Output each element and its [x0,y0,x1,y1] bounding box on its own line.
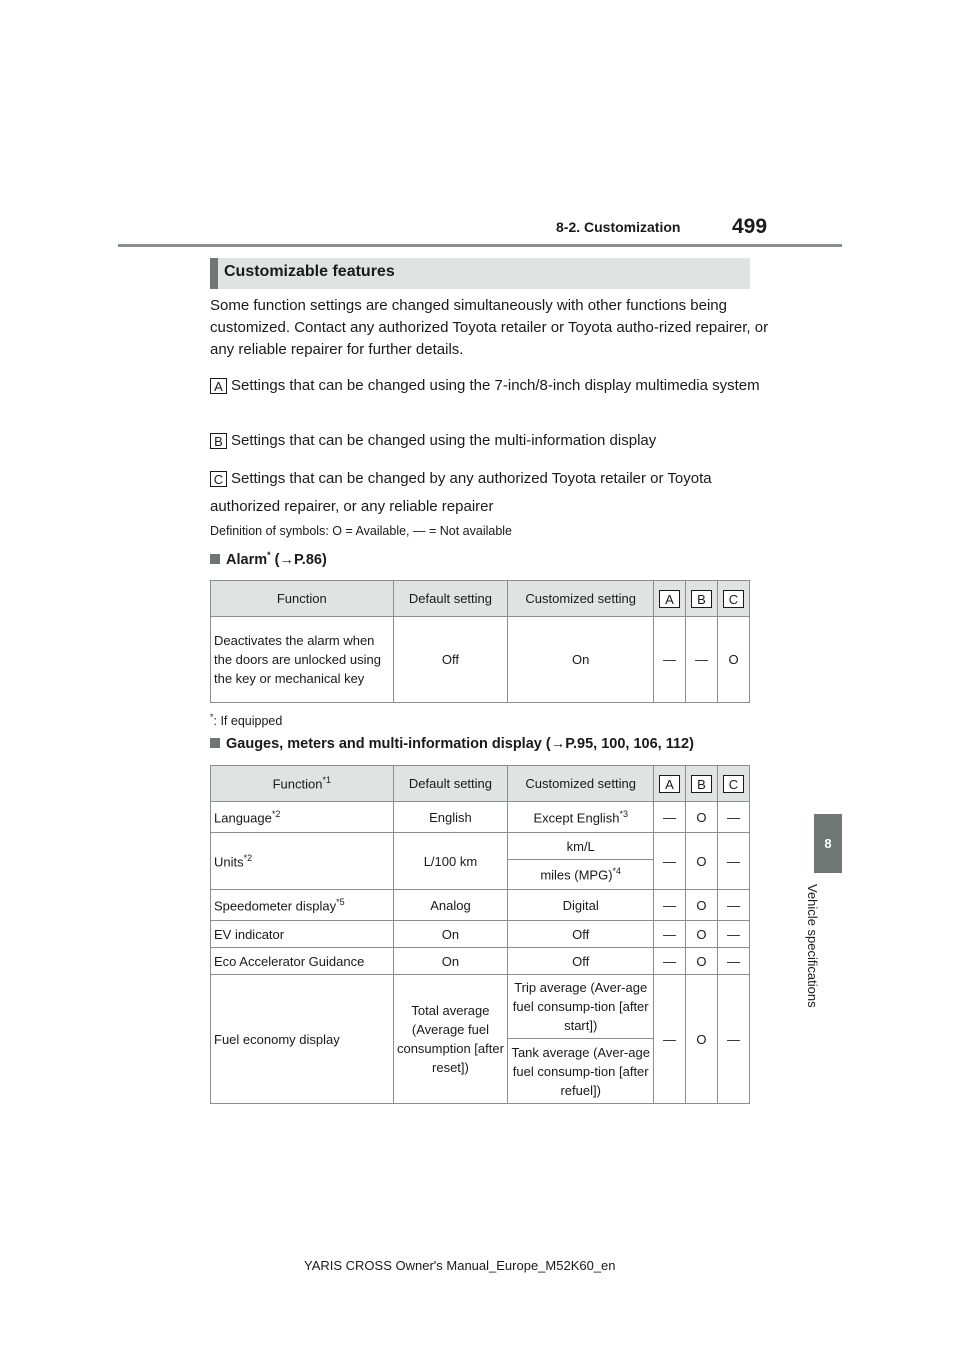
col-c-badge: C [723,775,744,793]
cell-b: O [686,890,718,921]
intro-paragraph: Some function settings are changed simultaneously with other functions being customized. Contact any authorized Toyota retailer or Toyota autho-rized repairer, or any reliable repairer for further details. [210,297,769,358]
table-row [211,975,750,1039]
cell-b: O [686,975,718,1104]
badge-a: A [210,378,227,394]
table-header-row [211,581,750,617]
badge-c: C [210,471,227,487]
page-footer: YARIS CROSS Owner's Manual_Europe_M52K60_en [304,1258,616,1273]
alarm-footnote [210,706,770,732]
cell-b: O [686,948,718,975]
page-number: 499 [732,215,768,238]
cell-a: — [654,802,686,833]
table-row [211,617,750,703]
cell-function: Units$^{*2}$ [211,833,394,890]
alarm-table [210,580,750,703]
cell-custom: Digital [508,890,654,921]
col-a-badge: A [659,590,680,608]
alarm-ref: (→P.86) [274,551,327,568]
legend-b-text: Settings that can be changed using the multi-information display [231,432,657,449]
cell-c: — [717,975,749,1104]
cell-function: Deactivates the alarm when the doors are unlocked using the key or mechanical key [211,617,394,703]
cell-function: Language$^{*2}$ [211,802,394,833]
cell-default: Off [393,617,508,703]
legend-a [210,372,770,400]
cell-default: On [393,921,508,948]
cell-custom: Except English$^{*3}$ [508,802,654,833]
cell-custom: Trip average (Aver-age fuel consump-tion [after start]) [508,975,654,1039]
table-row [211,948,750,975]
cell-custom: km/L [508,833,654,860]
col-b-badge: B [691,590,712,608]
cell-default: L/100 km [393,833,508,890]
cell-function: Fuel economy display [211,975,394,1104]
cell-function: Eco Accelerator Guidance [211,948,394,975]
col-default: Default setting [393,766,508,802]
table-row [211,802,750,833]
table-header-row [211,766,750,802]
cell-c: — [717,890,749,921]
badge-b: B [210,433,227,449]
cell-c: — [717,921,749,948]
cell-c: — [717,802,749,833]
legend-c [210,465,770,521]
cell-c: — [717,833,749,890]
col-b-badge: B [691,775,712,793]
cell-b: O [686,802,718,833]
header-rule [118,244,842,247]
cell-custom: miles (MPG)$^{*4}$ [508,860,654,890]
cell-default: English [393,802,508,833]
cell-custom: Tank average (Aver-age fuel consump-tion [after refuel]) [508,1039,654,1104]
legend-c-text: Settings that can be changed by any authorized Toyota retailer or Toyota authorized repairer, or any reliable repairer [210,470,712,515]
header-section: 8-2. Customization [556,219,681,235]
section-title-bar [210,258,750,289]
chapter-tab: 8 [814,814,842,873]
cell-custom: On [508,617,654,703]
cell-function: Speedometer display$^{*5}$ [211,890,394,921]
cell-default: Analog [393,890,508,921]
col-function: Function$^{*1}$ [211,766,394,802]
cell-a: — [654,890,686,921]
cell-a: — [654,921,686,948]
cell-b: — [686,617,718,703]
cell-a: — [654,975,686,1104]
table-row [211,890,750,921]
alarm-sup: * [267,550,271,560]
legend-a-text: Settings that can be changed using the 7-inch/8-inch display multimedia system [231,377,760,394]
footnote-text: : If equipped [213,714,283,729]
gauges-table [210,765,750,1104]
cell-b: O [686,833,718,890]
square-bullet-icon [210,554,220,564]
footnote-mark: * [210,712,214,722]
col-c-badge: C [723,590,744,608]
table-row [211,833,750,860]
alarm-heading [210,550,327,568]
cell-c: O [718,617,750,703]
table-row [211,921,750,948]
alarm-title: Alarm [226,551,268,568]
cell-custom: Off [508,921,654,948]
cell-default: On [393,948,508,975]
section-title: Customizable features [224,263,395,280]
col-function: Function [211,581,394,617]
symbol-definition: Definition of symbols: O = Available, — = Not available [210,524,513,538]
gauges-heading [210,736,694,752]
cell-default: Total average (Average fuel consumption [after reset]) [393,975,508,1104]
cell-a: — [654,948,686,975]
cell-b: O [686,921,718,948]
cell-custom: Off [508,948,654,975]
cell-c: — [717,948,749,975]
cell-a: — [654,833,686,890]
gauges-title: Gauges, meters and multi-information display (→P.95, 100, 106, 112) [226,736,694,752]
chapter-label: Vehicle specifications [805,884,820,1008]
cell-function: EV indicator [211,921,394,948]
legend-b [210,430,770,452]
cell-a: — [654,617,686,703]
col-custom: Customized setting [508,766,654,802]
col-default: Default setting [393,581,508,617]
col-a-badge: A [659,775,680,793]
square-bullet-icon [210,738,220,748]
col-custom: Customized setting [508,581,654,617]
